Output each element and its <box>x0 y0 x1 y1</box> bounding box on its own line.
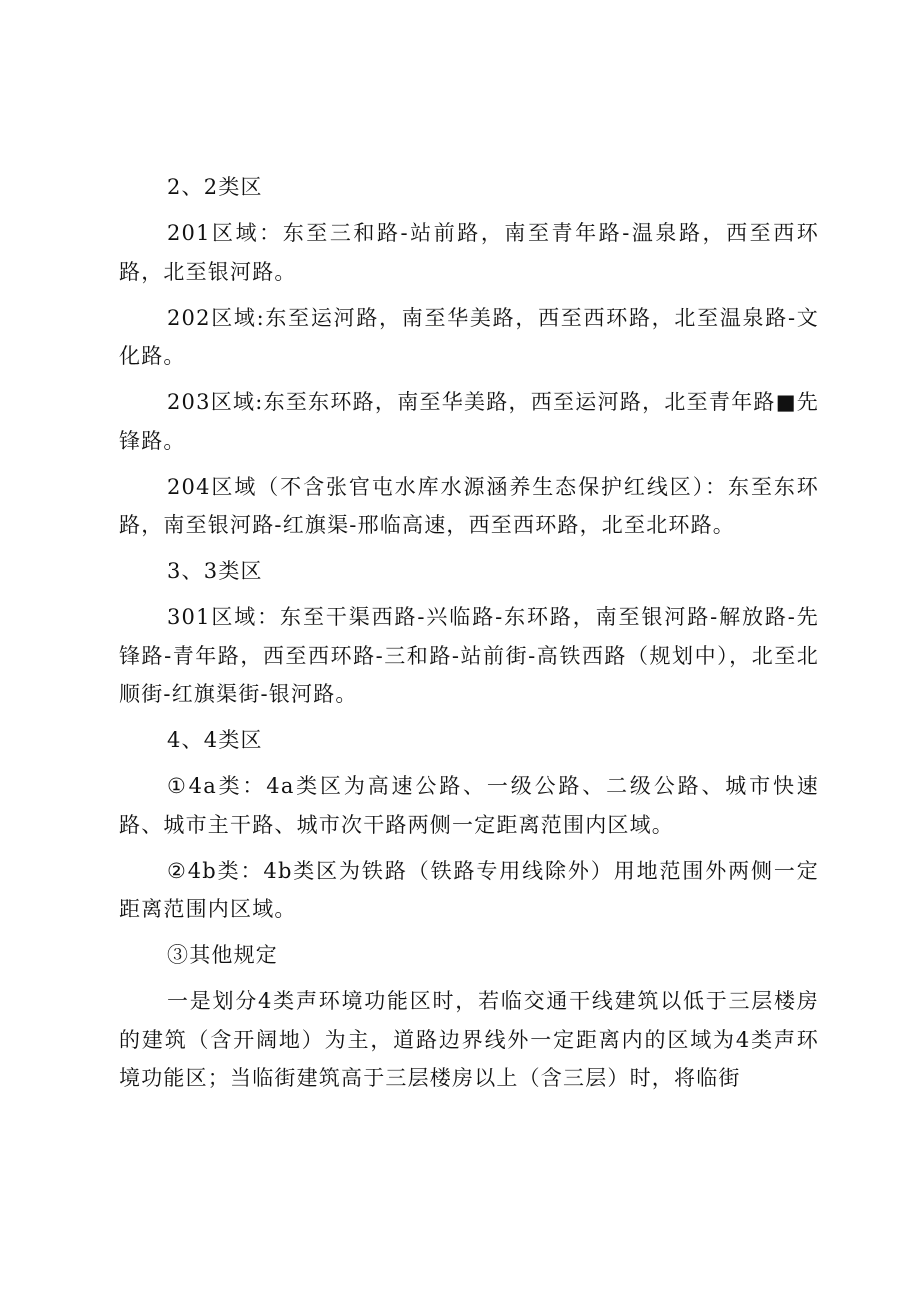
paragraph-area-204: 204区域（不含张官屯水库水源涵养生态保护红线区）：东至东环路，南至银河路-红旗渠-邢临高速，西至西环路，北至北环路。 <box>119 474 819 537</box>
section-heading-class-2: 2、2类区 <box>167 175 263 199</box>
paragraph-other-rules-heading: ③其他规定 <box>167 943 278 967</box>
paragraph-rule-1: 一是划分4类声环境功能区时，若临交通干线建筑以低于三层楼房的建筑（含开阔地）为主，道路边界线外一定距离内的区域为4类声环境功能区；当临街建筑高于三层楼房以上（含三层）时，将临街 <box>119 989 819 1090</box>
document-body <box>119 168 819 1105</box>
paragraph-class-4b: ②4b类：4b类区为铁路（铁路专用线除外）用地范围外两侧一定距离范围内区域。 <box>119 858 819 921</box>
section-heading-class-4: 4、4类区 <box>167 728 263 752</box>
paragraph-area-301: 301区域：东至干渠西路-兴临路-东环路，南至银河路-解放路-先锋路-青年路，西至西环路-三和路-站前街-高铁西路（规划中），北至北顺街-红旗渠街-银河路。 <box>119 605 819 706</box>
paragraph-area-202: 202区域:东至运河路，南至华美路，西至西环路，北至温泉路-文化路。 <box>119 305 819 368</box>
paragraph-area-201: 201区域：东至三和路-站前路，南至青年路-温泉路，西至西环路，北至银河路。 <box>119 221 819 284</box>
section-heading-class-3: 3、3类区 <box>167 559 263 583</box>
paragraph-area-203: 203区域:东至东环路，南至华美路，西至运河路，北至青年路■先锋路。 <box>119 390 819 453</box>
paragraph-class-4a: ①4a类：4a类区为高速公路、一级公路、二级公路、城市快速路、城市主干路、城市次干路两侧一定距离范围内区域。 <box>119 774 819 837</box>
